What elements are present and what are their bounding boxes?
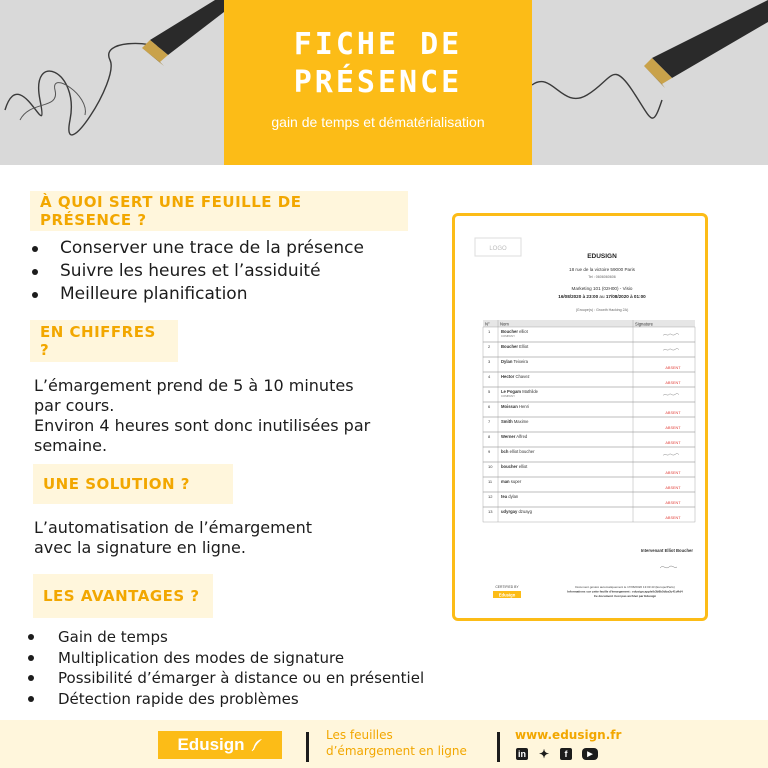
row-name: Dylan Teixeira	[501, 359, 528, 364]
signature-mark	[663, 453, 679, 455]
col-signature: Signature	[635, 321, 653, 327]
table-row	[483, 327, 695, 342]
row-number: 11	[488, 479, 493, 484]
absent-label: ABSENT	[665, 441, 681, 445]
table-row	[483, 447, 695, 462]
row-name: boucher elliot	[501, 464, 528, 469]
col-name: Nom	[500, 321, 509, 327]
row-name: Moissan Henri	[501, 404, 529, 409]
row-name: tea dylan	[501, 494, 519, 499]
row-number: 5	[488, 389, 491, 394]
legal-line3: Ce document n'est pas archivé par Edusign	[593, 594, 657, 598]
row-name: Boucher Elliot	[501, 344, 529, 349]
absent-label: ABSENT	[665, 411, 681, 415]
advantages-list	[28, 627, 424, 709]
table-row	[483, 477, 695, 492]
row-number: 6	[488, 404, 491, 409]
absent-label: ABSENT	[665, 366, 681, 370]
doc-intervenant: Intervenant Elliot Boucher	[640, 548, 693, 553]
attendance-sheet-preview	[452, 213, 708, 621]
absent-label: ABSENT	[665, 471, 681, 475]
row-number: 12	[488, 494, 493, 499]
attendance-sheet-document	[455, 216, 705, 618]
facebook-icon[interactable]: f	[560, 748, 572, 760]
row-name: Smith Maxime	[501, 419, 529, 424]
row-number: 1	[488, 329, 491, 334]
certified-text: CERTIFIED BY	[495, 585, 519, 589]
social-links	[516, 748, 598, 760]
twitter-icon[interactable]: ✦	[538, 747, 550, 761]
row-number: 4	[488, 374, 491, 379]
doc-dates: 16/08/2020 à 23:00 au 17/08/2020 à 01:00	[558, 294, 646, 299]
linkedin-icon[interactable]: in	[518, 749, 526, 759]
row-name: bch elliot boucher	[501, 449, 535, 454]
intervenant-signature	[660, 566, 677, 568]
list-item: Détection rapide des problèmes	[28, 689, 424, 710]
row-number: 9	[488, 449, 491, 454]
feather-icon	[251, 738, 263, 752]
attendance-rows	[483, 327, 695, 522]
table-row	[483, 357, 695, 372]
legal-line1: Document généré automatiquement le 17/08/2020 13:03:43 (Europe/Paris)	[575, 585, 675, 589]
purpose-list	[32, 237, 364, 306]
doc-tel: Tel : 0606060606	[588, 275, 616, 279]
website-link[interactable]: www.edusign.fr	[515, 728, 622, 742]
table-row	[483, 402, 695, 417]
list-item: Possibilité d’émarger à distance ou en présentiel	[28, 668, 424, 689]
hero-banner	[0, 0, 768, 165]
page-title-line1: FICHE DE	[293, 27, 463, 62]
table-header-bg	[483, 320, 695, 327]
table-row	[483, 387, 695, 402]
doc-course: Marketing 101 (02H00) - Visio	[571, 286, 633, 291]
table-row	[483, 462, 695, 477]
table-row	[483, 492, 695, 507]
table-row	[483, 432, 695, 447]
brand-name: Edusign	[177, 735, 245, 754]
signature-mark	[663, 333, 679, 335]
list-item: Multiplication des modes de signature	[28, 648, 424, 669]
doc-address: 18 rue de la victoire 59000 Paris	[569, 267, 635, 272]
pen-signature-image	[0, 0, 224, 165]
pen-signature-image	[532, 0, 768, 165]
absent-label: ABSENT	[665, 501, 681, 505]
table-row	[483, 507, 695, 522]
youtube-icon[interactable]: ▶	[582, 748, 598, 760]
signature-mark	[663, 348, 679, 350]
col-num: N°	[485, 321, 490, 327]
list-item: Conserver une trace de la présence	[32, 237, 364, 260]
certified-brand: Edusign	[498, 592, 516, 598]
section-label-purpose: À QUOI SERT UNE FEUILLE DE PRÉSENCE ?	[30, 191, 408, 231]
row-name: Werner Alfred	[501, 434, 528, 439]
absent-label: ABSENT	[665, 516, 681, 520]
row-number: 13	[488, 509, 493, 514]
footer-tagline: Les feuilles d’émargement en ligne	[326, 728, 467, 758]
row-number: 7	[488, 419, 491, 424]
footer-divider	[497, 732, 500, 762]
absent-label: ABSENT	[665, 381, 681, 385]
absent-label: ABSENT	[665, 486, 681, 490]
row-number: 3	[488, 359, 491, 364]
row-company: COMPANY	[501, 334, 515, 338]
doc-group: (Groupe(s) : Growth Hacking 2A)	[575, 308, 629, 312]
list-item: Gain de temps	[28, 627, 424, 648]
row-number: 2	[488, 344, 491, 349]
row-name: Boucher elliot	[501, 329, 528, 334]
page-subtitle: gain de temps et dématérialisation	[271, 114, 485, 130]
table-row	[483, 342, 695, 357]
row-name: man super	[501, 479, 522, 484]
numbers-paragraph: L’émargement prend de 5 à 10 minutes par cours. Environ 4 heures sont donc inutilisées par semaine.	[34, 376, 371, 455]
doc-company: EDUSIGN	[587, 253, 617, 260]
table-row	[483, 372, 695, 387]
title-box	[224, 0, 532, 165]
table-row	[483, 417, 695, 432]
list-item: Suivre les heures et l’assiduité	[32, 260, 364, 283]
section-label-numbers: EN CHIFFRES ?	[30, 320, 178, 362]
row-name: Hector Chavez	[501, 374, 530, 379]
section-label-solution: UNE SOLUTION ?	[33, 464, 233, 504]
logo-text: LOGO	[489, 246, 507, 252]
row-company: COMPANY	[501, 394, 515, 398]
absent-label: ABSENT	[665, 426, 681, 430]
row-number: 10	[488, 464, 493, 469]
brand-logo	[158, 731, 282, 759]
legal-line2: Informations sur cette feuille d'émargement : edusign.app/e/b3b8b5dba3c41d4d4	[567, 589, 683, 594]
page-title-line2: PRÉSENCE	[293, 65, 463, 100]
solution-paragraph: L’automatisation de l’émargement avec la signature en ligne.	[34, 518, 312, 557]
footer-divider	[306, 732, 309, 762]
list-item: Meilleure planification	[32, 283, 364, 306]
row-number: 8	[488, 434, 491, 439]
row-name: Le Pogam Mathilde	[501, 389, 539, 394]
signature-mark	[663, 393, 679, 395]
section-label-advantages: LES AVANTAGES ?	[33, 574, 213, 618]
row-name: udyrgay dzuayg	[501, 509, 532, 514]
